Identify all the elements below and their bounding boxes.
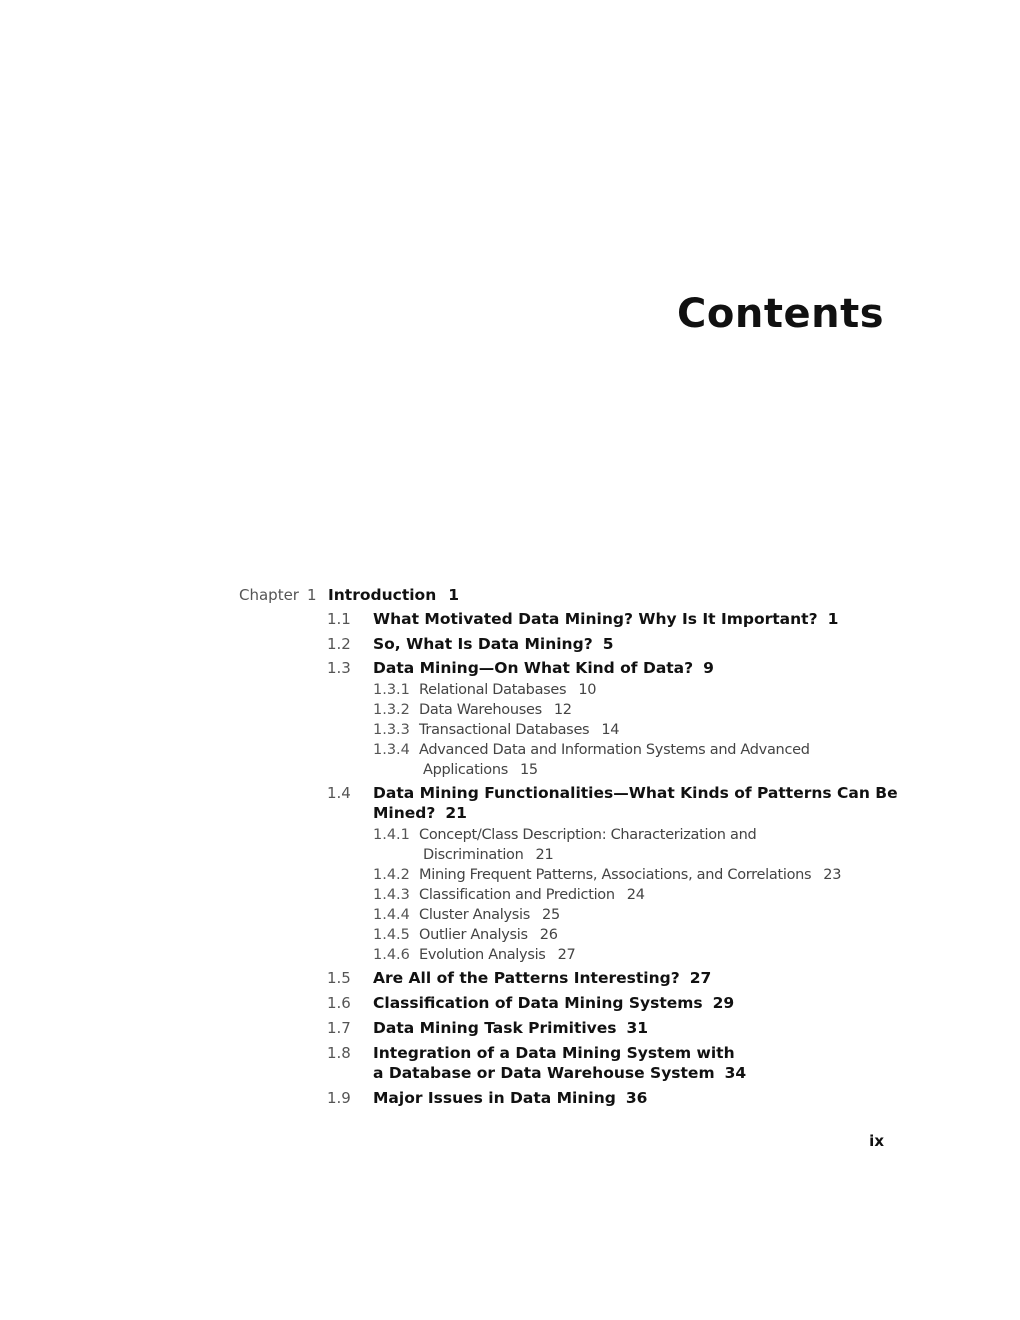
section-title: Data Mining Functionalities—What Kinds of Patterns Can Be [373,784,898,802]
section-entry[interactable] [373,609,838,629]
subsection-entry[interactable] [419,885,645,905]
subsection-number: 1.3.1 [373,682,410,698]
page-number: 36 [625,1089,648,1107]
subsection-number: 1.3.2 [373,702,410,718]
subsection-number: 1.4.3 [373,887,410,903]
section-title: Integration of a Data Mining System with [373,1044,735,1062]
page-number: 31 [626,1019,649,1037]
subsection-number: 1.4.1 [373,827,410,843]
subsection-entry-continued[interactable] [423,845,553,865]
subsection-entry[interactable] [419,905,560,925]
section-title-continued: Mined? [373,804,436,822]
section-number: 1.4 [327,784,351,802]
section-entry[interactable] [373,1043,735,1063]
page-number: 34 [724,1064,747,1082]
subsection-title: Concept/Class Description: Characterization and [419,827,757,843]
subsection-title: Classification and Prediction [419,887,615,903]
page-number: 21 [445,804,467,822]
subsection-entry[interactable] [419,865,841,885]
section-title: Data Mining—On What Kind of Data? [373,659,694,677]
page-number: 1 [448,586,460,604]
subsection-number: 1.4.4 [373,907,410,923]
subsection-number: 1.4.6 [373,947,410,963]
page-number: 25 [542,907,560,923]
section-number: 1.7 [327,1019,351,1037]
subsection-entry[interactable] [419,680,596,700]
section-number: 1.2 [327,635,351,653]
subsection-title: Transactional Databases [419,722,590,738]
page-number: 5 [602,635,614,653]
page-number: 12 [553,702,572,718]
section-title: What Motivated Data Mining? Why Is It Important? [373,610,818,628]
subsection-entry[interactable] [419,740,810,760]
section-title: Major Issues in Data Mining [373,1089,616,1107]
chapter-title-text: Introduction [328,586,437,604]
subsection-entry[interactable] [419,925,558,945]
subsection-title: Data Warehouses [419,702,542,718]
section-entry[interactable] [373,968,711,988]
subsection-title: Cluster Analysis [419,907,531,923]
subsection-entry-continued[interactable] [423,760,538,780]
section-entry[interactable] [373,634,613,654]
subsection-title: Outlier Analysis [419,927,528,943]
section-title: So, What Is Data Mining? [373,635,593,653]
chapter-number: 1 [307,586,317,604]
page-number: 21 [535,847,554,863]
subsection-number: 1.4.2 [373,867,410,883]
page-number: 14 [601,722,620,738]
subsection-number: 1.3.3 [373,722,410,738]
subsection-entry[interactable] [419,825,756,845]
page-number: 29 [712,994,735,1012]
subsection-entry[interactable] [419,700,572,720]
subsection-title: Advanced Data and Information Systems and Advanced [419,742,810,758]
chapter-title[interactable] [328,585,459,605]
page-number: 23 [823,867,842,883]
page-number: 9 [703,659,714,677]
section-entry-continued[interactable] [373,803,467,823]
subsection-title: Mining Frequent Patterns, Associations, and Correlations [419,867,812,883]
section-number: 1.3 [327,659,351,677]
page-number: 27 [557,947,576,963]
subsection-title: Evolution Analysis [419,947,546,963]
subsection-entry[interactable] [419,945,575,965]
section-entry-continued[interactable] [373,1063,746,1083]
page-number: 15 [519,762,538,778]
section-entry[interactable] [373,658,714,678]
section-title-continued: a Database or Data Warehouse System [373,1064,715,1082]
chapter-label: Chapter [239,586,299,604]
page-number: 24 [626,887,645,903]
page-number: 10 [578,682,597,698]
section-entry[interactable] [373,783,898,803]
page-number: 26 [539,927,558,943]
section-title: Are All of the Patterns Interesting? [373,969,680,987]
section-entry[interactable] [373,993,734,1013]
subsection-entry[interactable] [419,720,619,740]
section-entry[interactable] [373,1088,647,1108]
subsection-number: 1.3.4 [373,742,410,758]
section-number: 1.1 [327,610,351,628]
subsection-number: 1.4.5 [373,927,410,943]
page-number: 27 [689,969,712,987]
section-number: 1.6 [327,994,351,1012]
page-folio: ix [869,1132,884,1150]
section-number: 1.9 [327,1089,351,1107]
section-title: Classification of Data Mining Systems [373,994,703,1012]
subsection-title-continued: Discrimination [423,847,524,863]
subsection-title-continued: Applications [423,762,508,778]
subsection-title: Relational Databases [419,682,567,698]
section-number: 1.8 [327,1044,351,1062]
section-entry[interactable] [373,1018,648,1038]
page-number: 1 [827,610,839,628]
section-number: 1.5 [327,969,351,987]
section-title: Data Mining Task Primitives [373,1019,617,1037]
page-title: Contents [677,291,884,337]
